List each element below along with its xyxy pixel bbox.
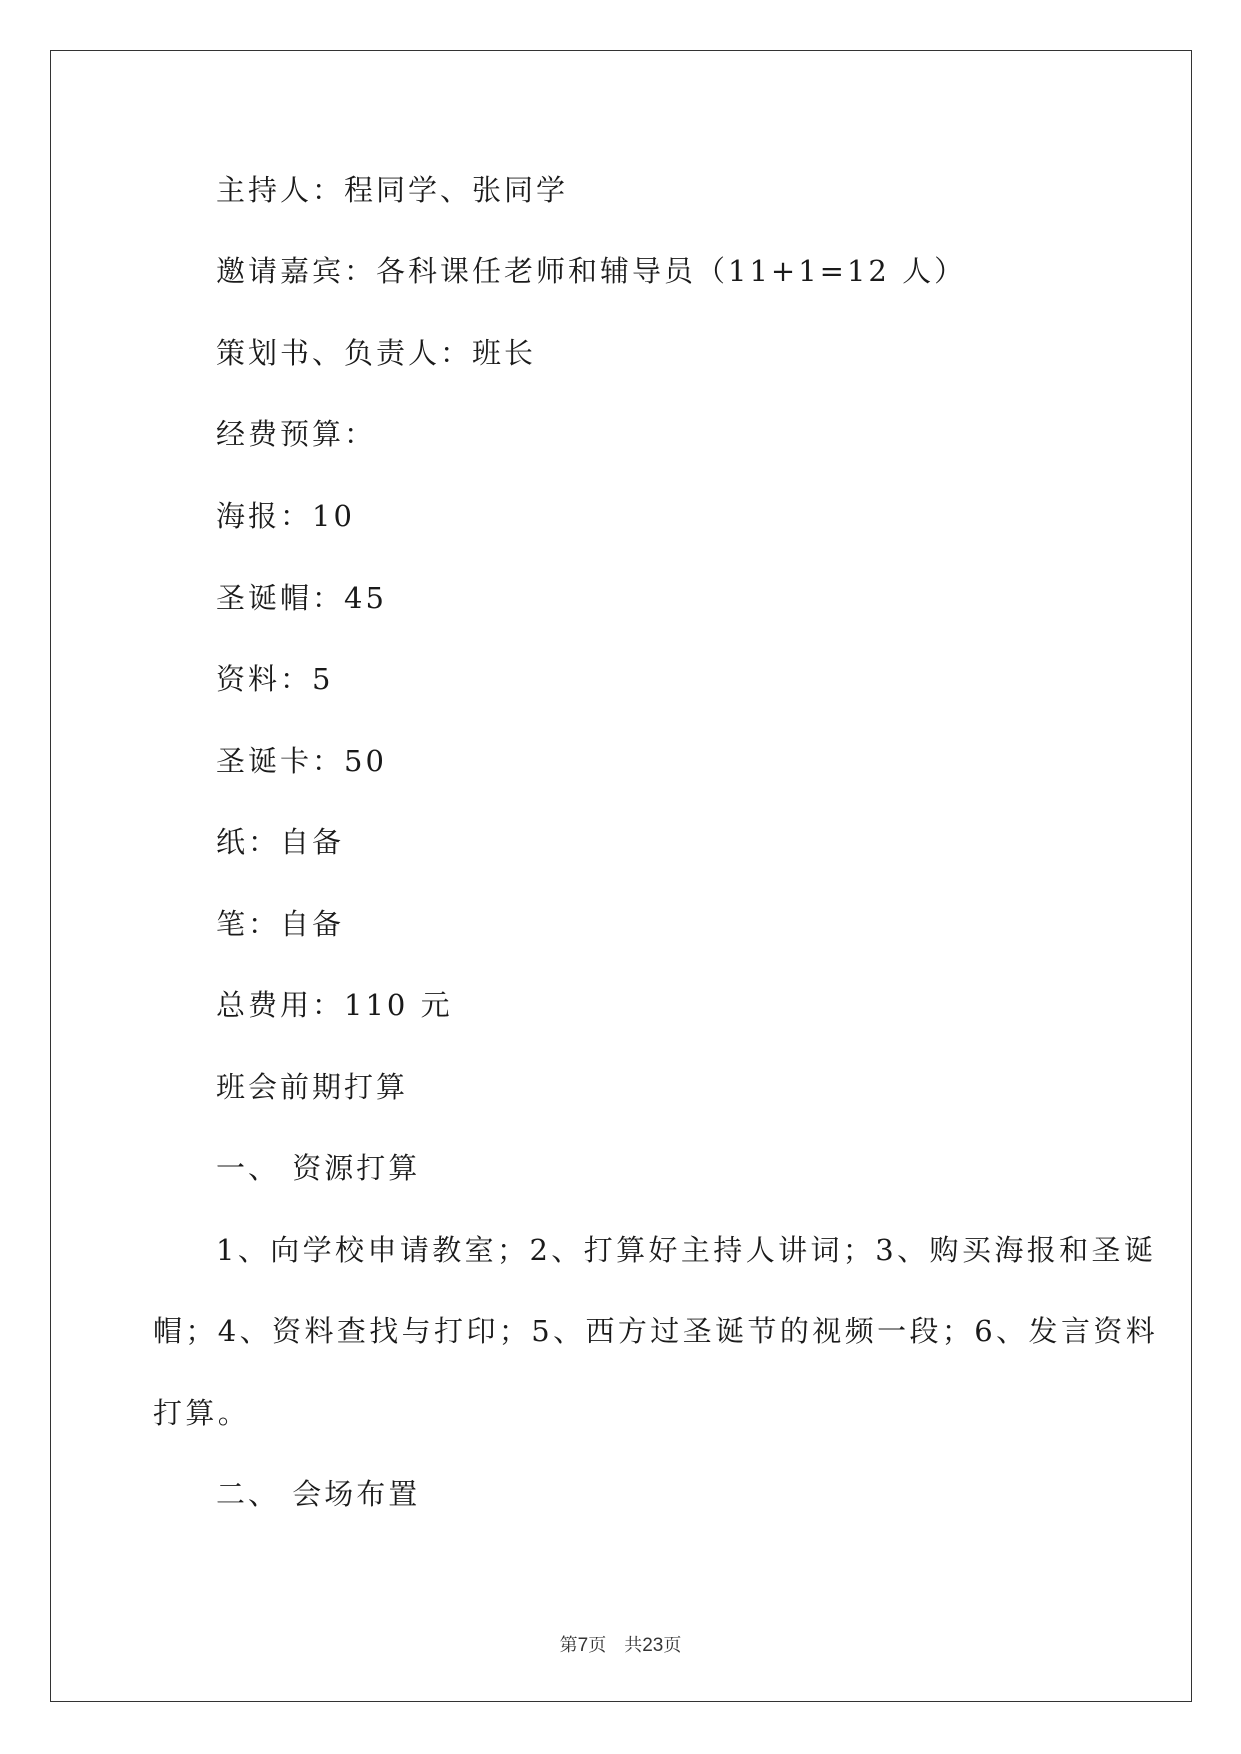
planner-line: 策划书、负责人：班长 — [216, 336, 537, 370]
guests-line: 邀请嘉宾：各科课任老师和辅导员（11+1=12 人） — [216, 254, 967, 288]
section-1-heading: 一、 资源打算 — [216, 1151, 421, 1185]
paragraph-line-2: 帽；4、资料查找与打印；5、西方过圣诞节的视频一段；6、发言资料 — [153, 1314, 1159, 1348]
budget-pen: 笔：自备 — [216, 907, 345, 941]
footer-page-number: 7 — [577, 1635, 589, 1656]
footer-middle: 页 共 — [588, 1635, 643, 1656]
budget-card: 圣诞卡：50 — [216, 744, 387, 778]
host-line: 主持人：程同学、张同学 — [216, 173, 569, 207]
footer-suffix: 页 — [663, 1635, 682, 1656]
budget-materials: 资料：5 — [216, 662, 334, 696]
preparation-heading: 班会前期打算 — [216, 1070, 409, 1104]
paragraph-line-1: 1、向学校申请教室；2、打算好主持人讲词；3、购买海报和圣诞 — [216, 1233, 1157, 1267]
footer-total-pages: 23 — [642, 1635, 664, 1656]
budget-total: 总费用：110 元 — [216, 988, 453, 1022]
budget-heading: 经费预算： — [216, 417, 377, 451]
section-2-heading: 二、 会场布置 — [216, 1477, 421, 1511]
page-footer — [0, 1634, 1241, 1658]
budget-poster: 海报：10 — [216, 499, 355, 533]
paragraph-line-3: 打算。 — [153, 1396, 251, 1430]
budget-paper: 纸：自备 — [216, 825, 345, 859]
page-border — [50, 50, 1192, 1702]
budget-hat: 圣诞帽：45 — [216, 581, 387, 615]
footer-prefix: 第 — [559, 1635, 578, 1656]
